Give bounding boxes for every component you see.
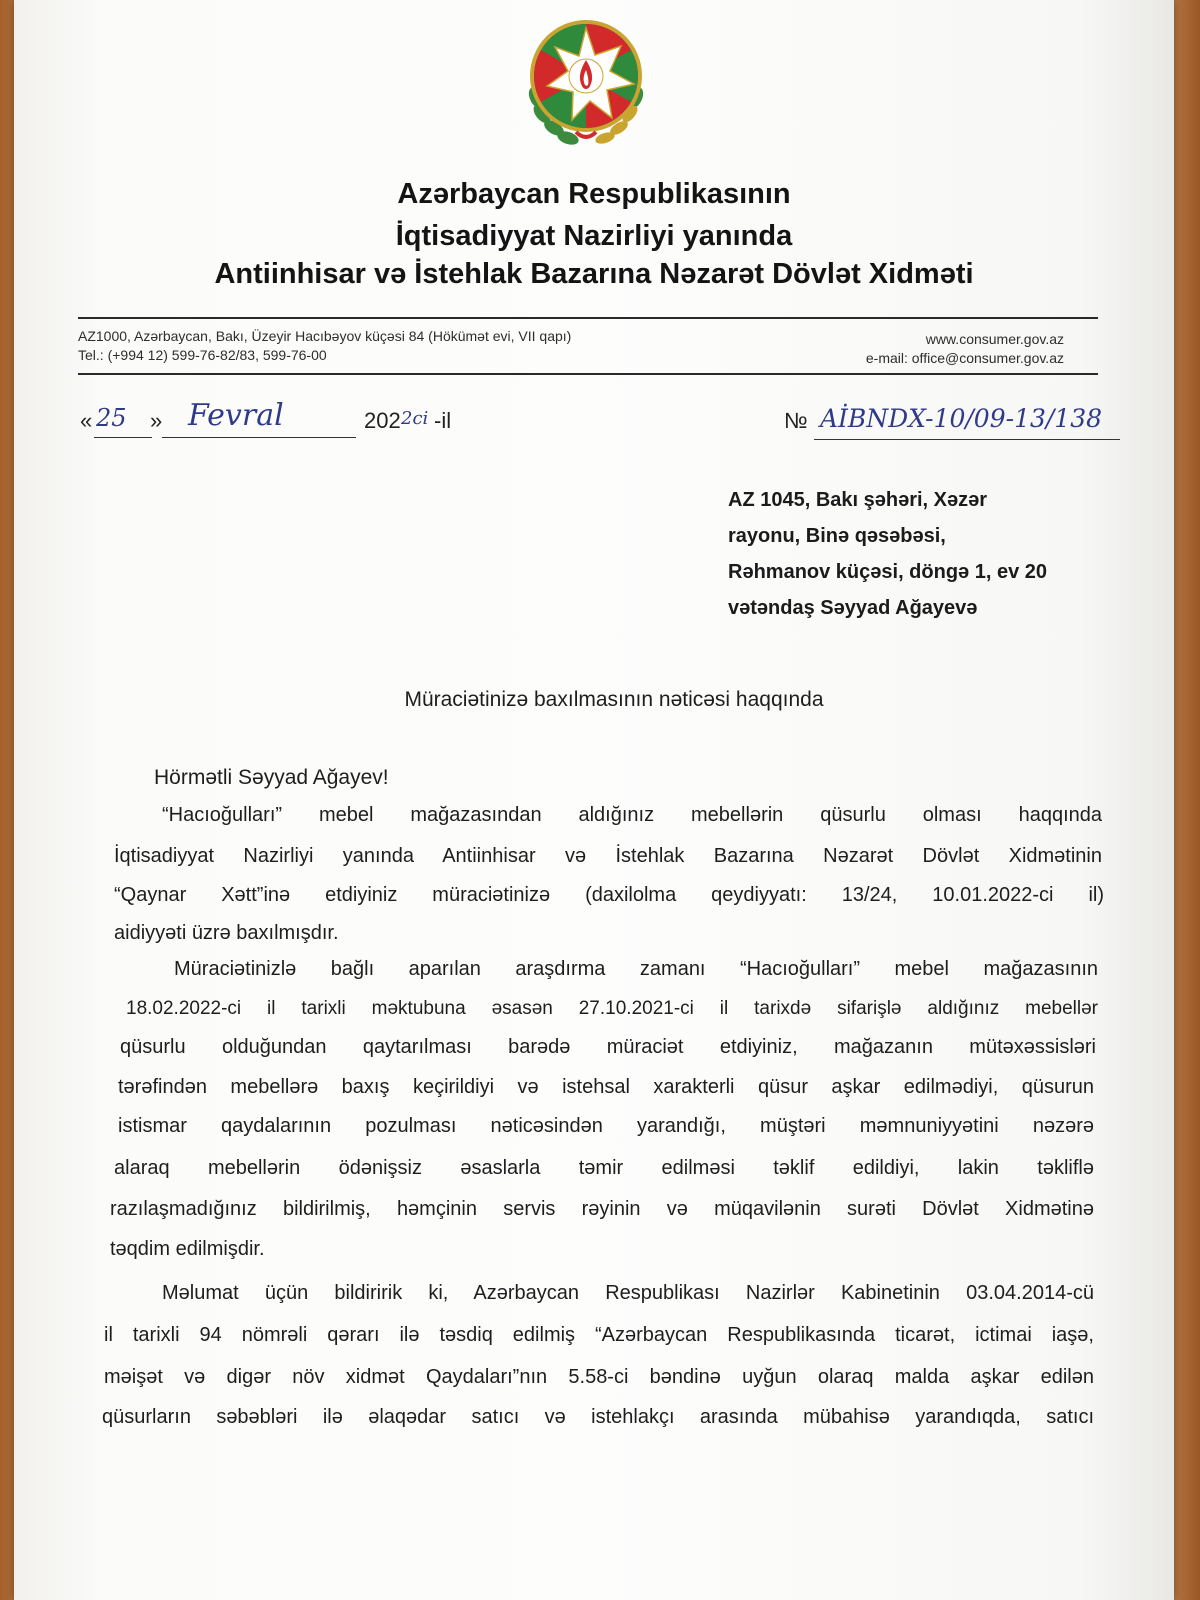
- header-line-3: Antiinhisar və İstehlak Bazarına Nəzarət Dövlət Xidməti: [214, 258, 974, 290]
- recipient-line-4: vətəndaş Səyyad Ağayevə: [728, 597, 978, 619]
- document-number-label: №: [784, 408, 808, 433]
- recipient-line-3: Rəhmanov küçəsi, döngə 1, ev 20: [728, 561, 1048, 583]
- body-line: məişət və digər növ xidmət Qaydaları”nın 5.58-ci bəndinə uyğun olaraq malda aşkar edilən: [104, 1366, 1094, 1388]
- header-rule-bottom: [78, 373, 1098, 375]
- body-line: aidiyyəti üzrə baxılmışdır.: [114, 922, 339, 944]
- date-year-suffix: -il: [434, 408, 452, 433]
- body-line: istismar qaydalarının pozulması nəticəsindən yarandığı, müştəri məmnuniyyətini nəzərə: [118, 1115, 1094, 1137]
- header-rule-top: [78, 317, 1098, 319]
- date-day-underline: [94, 437, 152, 438]
- body-line: razılaşmadığınız bildirilmiş, həmçinin servis rəyinin və müqavilənin surəti Dövlət Xidmətinə: [110, 1198, 1094, 1220]
- contact-website: www.consumer.gov.az: [925, 331, 1064, 347]
- date-month-underline: [162, 437, 356, 438]
- recipient-address: [728, 482, 1128, 626]
- header-line-2: İqtisadiyyat Nazirliyi yanında: [395, 220, 793, 252]
- body-line: alaraq mebellərin ödənişsiz əsaslarla təmir edilməsi təklif edildiyi, lakin təkliflə: [114, 1157, 1094, 1179]
- date-open-quote: «: [80, 408, 93, 433]
- state-emblem-icon: [522, 14, 650, 150]
- recipient-line-1: AZ 1045, Bakı şəhəri, Xəzər: [728, 489, 988, 511]
- body-line: il tarixli 94 nömrəli qərarı ilə təsdiq edilmiş “Azərbaycan Respublikasında ticarət, ictimai iaşə,: [104, 1324, 1094, 1346]
- body-line: Məlumat üçün bildiririk ki, Azərbaycan Respublikası Nazirlər Kabinetinin 03.04.2014-cü: [162, 1282, 1094, 1304]
- date-year-handwritten: 2ci: [401, 408, 429, 429]
- header-line-1: Azərbaycan Respublikasının: [397, 178, 791, 210]
- greeting: Hörmətli Səyyad Ağayev!: [154, 766, 389, 789]
- letter-subject: Müraciətinizə baxılmasının nəticəsi haqqında: [404, 688, 824, 711]
- body-line: tərəfindən mebellərə baxış keçirildiyi və istehsal xarakterli qüsur aşkar edilmədiyi, qüsurun: [118, 1076, 1094, 1098]
- body-line: 18.02.2022-ci il tarixli məktubuna əsasən 27.10.2021-ci il tarixdə sifarişlə aldığınız mebellər: [126, 998, 1098, 1019]
- recipient-line-2: rayonu, Binə qəsəbəsi,: [728, 525, 946, 547]
- body-line: Müraciətinizlə bağlı aparılan araşdırma zamanı “Hacıoğulları” mebel mağazasının: [174, 958, 1098, 980]
- letter-page: [14, 0, 1174, 1600]
- contact-address: AZ1000, Azərbaycan, Bakı, Üzeyir Hacıbəyov küçəsi 84 (Hökümət evi, VII qapı): [78, 328, 572, 344]
- body-line: qüsurlu olduğundan qaytarılması barədə müraciət etdiyiniz, mağazanın mütəxəssisləri: [120, 1036, 1096, 1058]
- body-line: “Hacıoğulları” mebel mağazasından aldığınız mebellərin qüsurlu olması haqqında: [162, 804, 1102, 826]
- date-close-quote: »: [150, 408, 163, 433]
- date-day: 25: [96, 404, 127, 432]
- body-line: İqtisadiyyat Nazirliyi yanında Antiinhisar və İstehlak Bazarına Nəzarət Dövlət Xidmətinin: [114, 845, 1102, 867]
- date-month: Fevral: [188, 398, 284, 433]
- contact-email: e-mail: office@consumer.gov.az: [865, 350, 1064, 366]
- contact-phone: Tel.: (+994 12) 599-76-82/83, 599-76-00: [78, 347, 327, 363]
- body-line: təqdim edilmişdir.: [110, 1238, 265, 1260]
- document-number-value: AİBNDX-10/09-13/138: [820, 404, 1103, 433]
- document-number-underline: [814, 439, 1120, 440]
- body-line: qüsurların səbəbləri ilə əlaqədar satıcı və istehlakçı arasında mübahisə yarandıqda, satıcı: [102, 1406, 1094, 1428]
- body-line: “Qaynar Xətt”inə etdiyiniz müraciətinizə (daxilolma qeydiyyatı: 13/24, 10.01.2022-ci il): [114, 884, 1104, 906]
- date-year-prefix: 202: [364, 408, 401, 433]
